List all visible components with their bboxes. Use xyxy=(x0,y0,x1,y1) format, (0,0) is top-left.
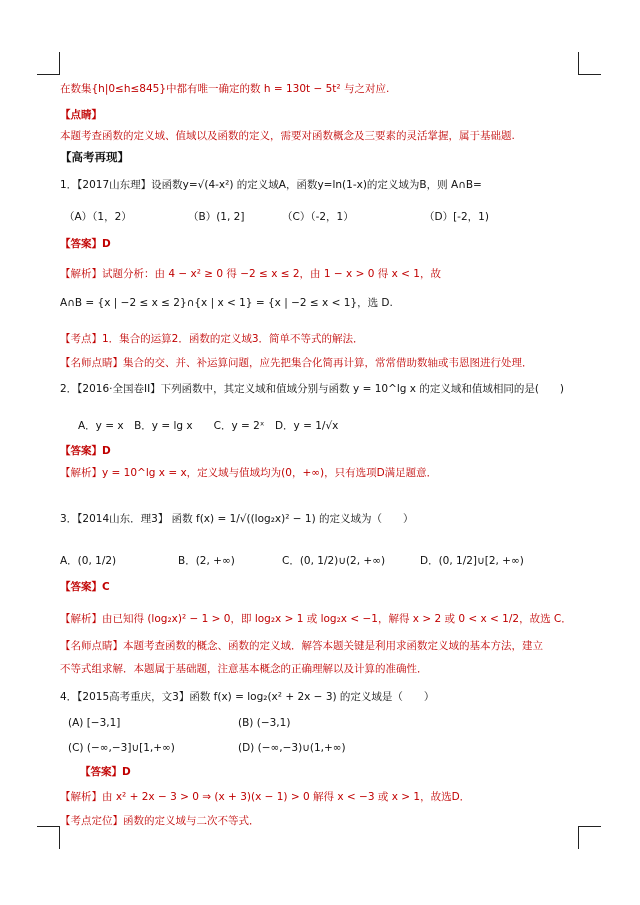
q1-kaodian: 【考点】1．集合的运算2．函数的定义域3．简单不等式的解法． xyxy=(60,333,364,345)
q3-mingshi-1: 【名师点睛】本题考查函数的概念、函数的定义域．解答本题关键是利用求函数定义域的基本方法，建立 xyxy=(60,640,543,652)
q4-solution: 【解析】由 x² + 2x − 3 > 0 ⇒ (x + 3)(x − 1) > 0 解得 x < −3 或 x > 1，故选D． xyxy=(60,791,471,803)
crop-mark-top-right xyxy=(578,52,601,75)
q1-option-d: （D）[-2，1) xyxy=(424,211,489,223)
q3-answer: 【答案】C xyxy=(60,581,110,593)
crop-mark-top-left xyxy=(37,52,60,75)
q2-stem: 2．【2016·全国卷II】下列函数中，其定义域和值域分别与函数 y = 10^lg x 的定义域和值域相同的是( ) xyxy=(60,383,565,395)
q3-solution: 【解析】由已知得 (log₂x)² − 1 > 0，即 log₂x > 1 或 log₂x < −1，解得 x > 2 或 0 < x < 1/2，故选 C． xyxy=(60,613,572,625)
q3-mingshi-2: 不等式组求解．本题属于基础题，注意基本概念的正确理解以及计算的准确性． xyxy=(60,663,428,675)
q4-option-b: (B) (−3,1) xyxy=(238,717,291,729)
q1-stem: 1．【2017山东理】设函数y=√(4-x²) 的定义域A，函数y=ln(1-x)的定义域为B，则 A∩B= xyxy=(60,179,482,191)
q1-option-c: （C）（-2，1） xyxy=(282,211,354,223)
crop-mark-bottom-right xyxy=(578,826,601,849)
q2-answer: 【答案】D xyxy=(60,445,111,457)
section-heading: 【高考再现】 xyxy=(60,150,129,164)
q1-solution-1: 【解析】试题分析：由 4 − x² ≥ 0 得 −2 ≤ x ≤ 2，由 1 − x > 0 得 x < 1，故 xyxy=(60,268,441,280)
crop-mark-bottom-left xyxy=(37,826,60,849)
q3-option-b: B．(2, +∞) xyxy=(178,555,235,567)
q1-mingshi: 【名师点睛】集合的交、并、补运算问题，应先把集合化简再计算，常常借助数轴或韦恩图进行处理． xyxy=(60,357,533,369)
dianjing-text: 本题考查函数的定义域、值域以及函数的定义，需要对函数概念及三要素的灵活掌握，属于基础题. xyxy=(60,130,515,142)
q1-solution-2: A∩B = {x | −2 ≤ x ≤ 2}∩{x | x < 1} = {x | −2 ≤ x < 1}，选 D. xyxy=(60,297,393,309)
intro-line: 在数集{h|0≤h≤845}中都有唯一确定的数 h = 130t − 5t² 与之对应. xyxy=(60,83,390,95)
q4-option-c: (C) (−∞,−3]∪[1,+∞) xyxy=(68,742,175,754)
q3-option-a: A．(0, 1/2) xyxy=(60,555,117,567)
q4-option-d: (D) (−∞,−3)∪(1,+∞) xyxy=(238,742,346,754)
q3-stem: 3．【2014山东．理3】 函数 f(x) = 1/√((log₂x)² − 1) 的定义域为（ ） xyxy=(60,513,414,525)
q1-answer: 【答案】D xyxy=(60,238,111,250)
q1-option-a: （A）（1，2） xyxy=(64,211,132,223)
q4-stem: 4．【2015高考重庆，文3】函数 f(x) = log₂(x² + 2x − 3) 的定义域是（ ） xyxy=(60,691,435,703)
q2-solution: 【解析】y = 10^lg x = x，定义域与值域均为(0，+∞)，只有选项D满足题意． xyxy=(60,467,438,479)
q2-options: A．y = x B．y = lg x C．y = 2ˣ D．y = 1/√x xyxy=(78,420,339,432)
dianjing-heading: 【点睛】 xyxy=(60,109,102,121)
q3-option-d: D．(0, 1/2]∪[2, +∞) xyxy=(420,555,524,567)
q4-answer: 【答案】D xyxy=(80,766,131,778)
q1-option-b: （B）(1, 2] xyxy=(188,211,245,223)
q3-option-c: C．(0, 1/2)∪(2, +∞) xyxy=(282,555,386,567)
q4-kaodian: 【考点定位】函数的定义域与二次不等式． xyxy=(60,815,260,827)
q4-option-a: (A) [−3,1] xyxy=(68,717,121,729)
